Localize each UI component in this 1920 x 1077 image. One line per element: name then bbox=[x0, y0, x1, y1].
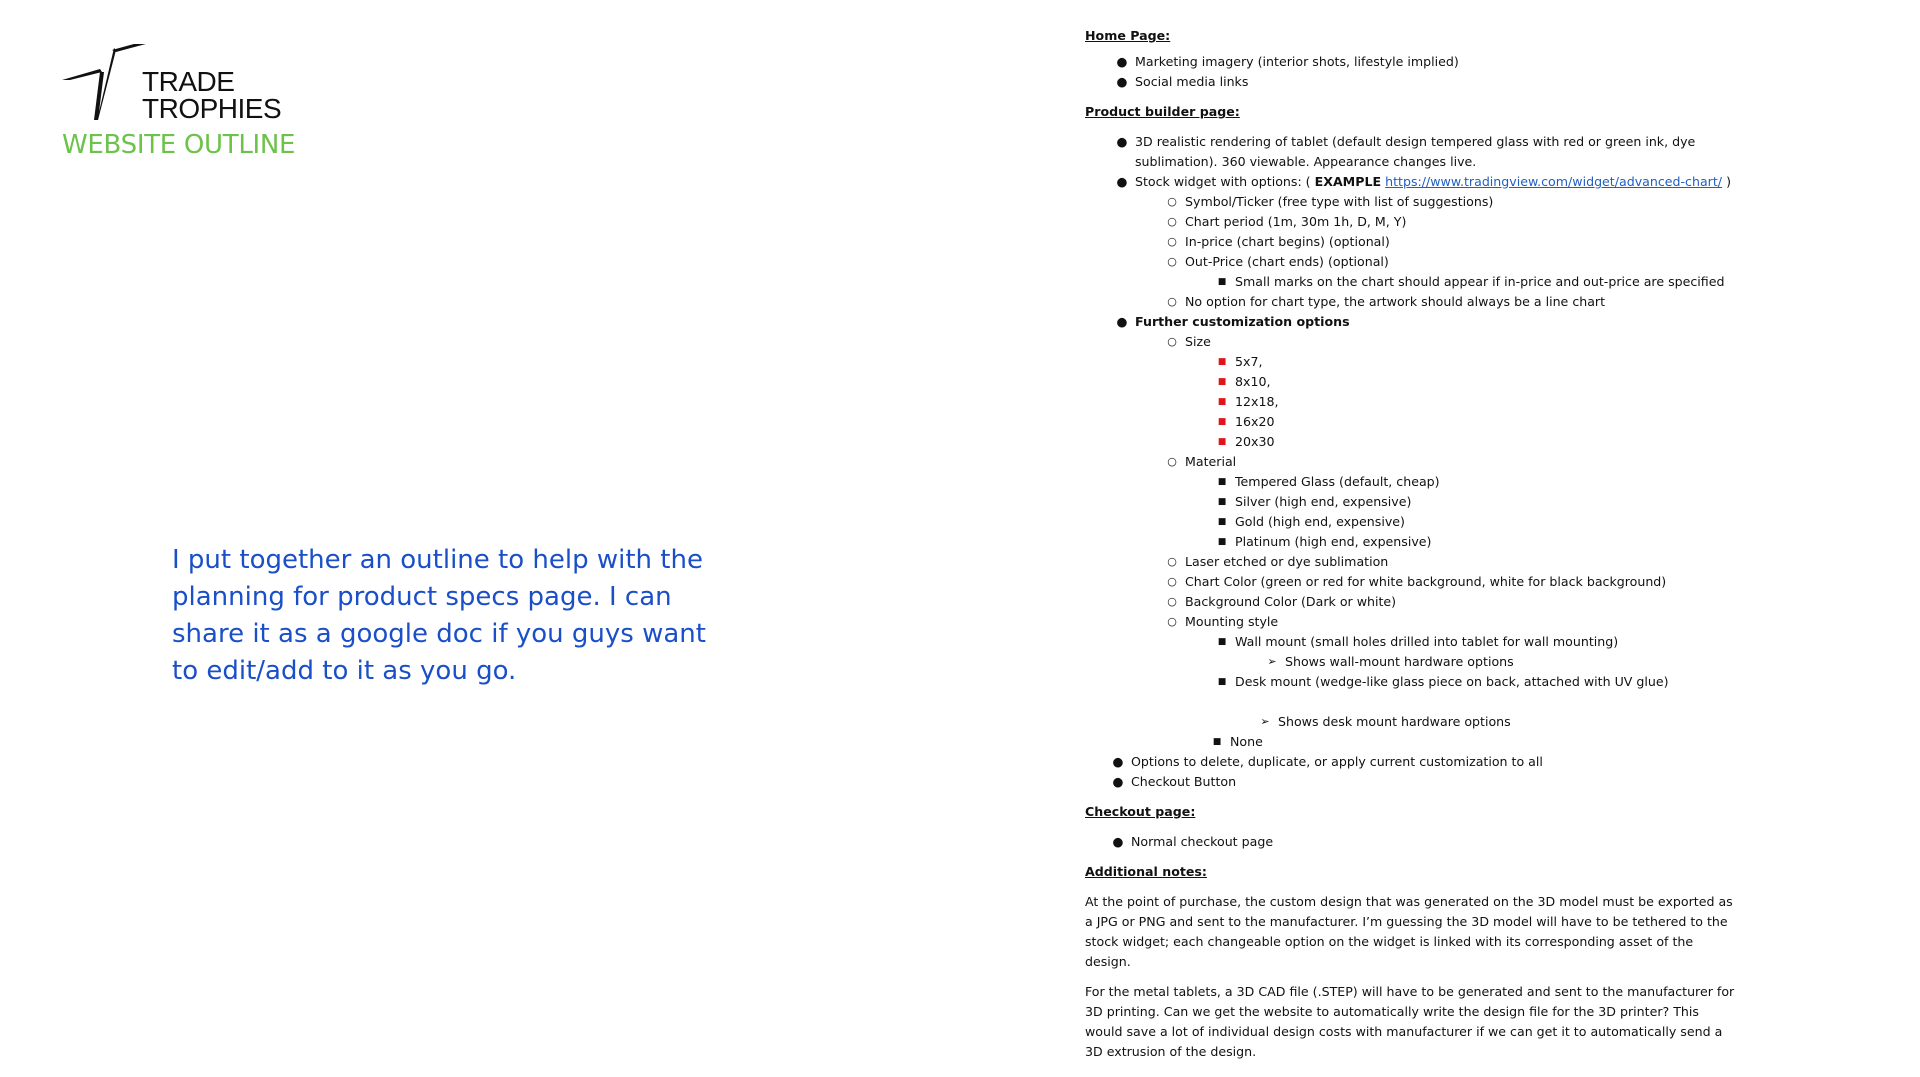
list-item: ■ 12x18, bbox=[1085, 392, 1735, 412]
product-builder-list bbox=[1085, 132, 1735, 792]
list-item: ● Checkout Button bbox=[1085, 772, 1735, 792]
square-bullet-icon: ■ bbox=[1217, 497, 1227, 507]
list-item: ■ Tempered Glass (default, cheap) bbox=[1085, 472, 1735, 492]
list-item: ● Further customization options bbox=[1085, 312, 1735, 332]
arrow-bullet-icon: ➢ bbox=[1267, 655, 1277, 668]
square-bullet-icon: ■ bbox=[1212, 737, 1222, 747]
list-item: ● Marketing imagery (interior shots, lifestyle implied) bbox=[1085, 52, 1735, 72]
bullet-icon: ● bbox=[1116, 74, 1128, 89]
circle-bullet-icon: ○ bbox=[1167, 335, 1177, 348]
list-item: ○ Material bbox=[1085, 452, 1735, 472]
square-bullet-icon: ■ bbox=[1217, 637, 1227, 647]
list-item: ○ Laser etched or dye sublimation bbox=[1085, 552, 1735, 572]
red-square-bullet-icon: ■ bbox=[1217, 357, 1227, 367]
red-square-bullet-icon: ■ bbox=[1217, 377, 1227, 387]
list-item: ● Stock widget with options: ( EXAMPLE https://www.tradingview.com/widget/advanced-chart/ ) bbox=[1085, 172, 1735, 192]
product-builder-heading: Product builder page: bbox=[1085, 104, 1240, 119]
list-item: ■ Platinum (high end, expensive) bbox=[1085, 532, 1735, 552]
list-item: ■ 8x10, bbox=[1085, 372, 1735, 392]
notes-paragraph-1: At the point of purchase, the custom design that was generated on the 3D model must be exported as a JPG or PNG and sent to the manufacturer. I’m guessing the 3D model will have to be tethered to the stock widget; each changeable option on the widget is linked with its corresponding asset of the design. bbox=[1085, 894, 1733, 969]
circle-bullet-icon: ○ bbox=[1167, 295, 1177, 308]
outline-document bbox=[1085, 26, 1735, 1062]
list-item: ● Social media links bbox=[1085, 72, 1735, 92]
square-bullet-icon: ■ bbox=[1217, 517, 1227, 527]
bullet-icon: ● bbox=[1112, 774, 1124, 789]
list-item: ■ 5x7, bbox=[1085, 352, 1735, 372]
square-bullet-icon: ■ bbox=[1217, 477, 1227, 487]
list-item: ■ 16x20 bbox=[1085, 412, 1735, 432]
list-item: ■ 20x30 bbox=[1085, 432, 1735, 452]
circle-bullet-icon: ○ bbox=[1167, 255, 1177, 268]
list-item: ■ Desk mount (wedge-like glass piece on back, attached with UV glue) bbox=[1085, 672, 1735, 692]
circle-bullet-icon: ○ bbox=[1167, 555, 1177, 568]
arrow-bullet-icon: ➢ bbox=[1260, 715, 1270, 728]
list-item: ■ None bbox=[1085, 732, 1735, 752]
checkout-page-list bbox=[1085, 832, 1735, 852]
list-item: ○ No option for chart type, the artwork should always be a line chart bbox=[1085, 292, 1735, 312]
list-item: ○ Chart Color (green or red for white background, white for black background) bbox=[1085, 572, 1735, 592]
notes-paragraph-2: For the metal tablets, a 3D CAD file (.STEP) will have to be generated and sent to the manufacturer for 3D printing. Can we get the website to automatically write the design file for the 3D printer? This would save a lot of individual design costs with manufacturer if we can get it to automatically send a 3D extrusion of the design. bbox=[1085, 984, 1735, 1059]
square-bullet-icon: ■ bbox=[1217, 677, 1227, 687]
bullet-icon: ● bbox=[1112, 834, 1124, 849]
bullet-icon: ● bbox=[1112, 754, 1124, 769]
circle-bullet-icon: ○ bbox=[1167, 455, 1177, 468]
list-item: ○ Mounting style bbox=[1085, 612, 1735, 632]
list-item: ○ Symbol/Ticker (free type with list of suggestions) bbox=[1085, 192, 1735, 212]
list-item: ○ In-price (chart begins) (optional) bbox=[1085, 232, 1735, 252]
circle-bullet-icon: ○ bbox=[1167, 595, 1177, 608]
circle-bullet-icon: ○ bbox=[1167, 195, 1177, 208]
list-item: ● Options to delete, duplicate, or apply current customization to all bbox=[1085, 752, 1735, 772]
circle-bullet-icon: ○ bbox=[1167, 615, 1177, 628]
example-label: EXAMPLE bbox=[1314, 174, 1382, 189]
list-item: ○ Size bbox=[1085, 332, 1735, 352]
list-item: ○ Background Color (Dark or white) bbox=[1085, 592, 1735, 612]
circle-bullet-icon: ○ bbox=[1167, 215, 1177, 228]
list-item: ■ Wall mount (small holes drilled into tablet for wall mounting) bbox=[1085, 632, 1735, 652]
home-page-heading: Home Page: bbox=[1085, 28, 1171, 43]
square-bullet-icon: ■ bbox=[1217, 277, 1227, 287]
page-subtitle: WEBSITE OUTLINE bbox=[62, 130, 296, 160]
outline-note: I put together an outline to help with the planning for product specs page. I can share it as a google doc if you guys want to edit/add to it as you go. bbox=[172, 545, 706, 686]
list-item: ● 3D realistic rendering of tablet (default design tempered glass with red or green ink, dye sublimation). 360 viewable. Appearance changes live. bbox=[1116, 134, 1696, 169]
list-item: ■ Small marks on the chart should appear if in-price and out-price are specified bbox=[1085, 272, 1735, 292]
list-item: ■ Gold (high end, expensive) bbox=[1085, 512, 1735, 532]
checkout-page-heading: Checkout page: bbox=[1085, 804, 1196, 819]
bullet-icon: ● bbox=[1116, 314, 1128, 329]
red-square-bullet-icon: ■ bbox=[1217, 397, 1227, 407]
circle-bullet-icon: ○ bbox=[1167, 235, 1177, 248]
list-item: ➢ Shows wall-mount hardware options bbox=[1085, 652, 1735, 672]
list-item: ➢ Shows desk mount hardware options bbox=[1085, 712, 1735, 732]
list-item: ○ Out-Price (chart ends) (optional) bbox=[1085, 252, 1735, 272]
tradingview-link[interactable]: https://www.tradingview.com/widget/advanced-chart/ bbox=[1385, 174, 1723, 189]
list-item: ○ Chart period (1m, 30m 1h, D, M, Y) bbox=[1085, 212, 1735, 232]
red-square-bullet-icon: ■ bbox=[1217, 437, 1227, 447]
list-item: ● Normal checkout page bbox=[1085, 832, 1735, 852]
list-item: ■ Silver (high end, expensive) bbox=[1085, 492, 1735, 512]
square-bullet-icon: ■ bbox=[1217, 537, 1227, 547]
spacer bbox=[1085, 692, 1735, 712]
circle-bullet-icon: ○ bbox=[1167, 575, 1177, 588]
additional-notes-heading: Additional notes: bbox=[1085, 864, 1207, 879]
red-square-bullet-icon: ■ bbox=[1217, 417, 1227, 427]
logo-text-trade: TRADE bbox=[142, 66, 235, 97]
bullet-icon: ● bbox=[1116, 54, 1128, 69]
logo-text-trophies: TROPHIES bbox=[142, 93, 282, 124]
bullet-icon: ● bbox=[1116, 174, 1128, 189]
home-page-list bbox=[1085, 52, 1735, 92]
trade-trophies-logo bbox=[60, 44, 300, 124]
bullet-icon: ● bbox=[1116, 134, 1128, 149]
